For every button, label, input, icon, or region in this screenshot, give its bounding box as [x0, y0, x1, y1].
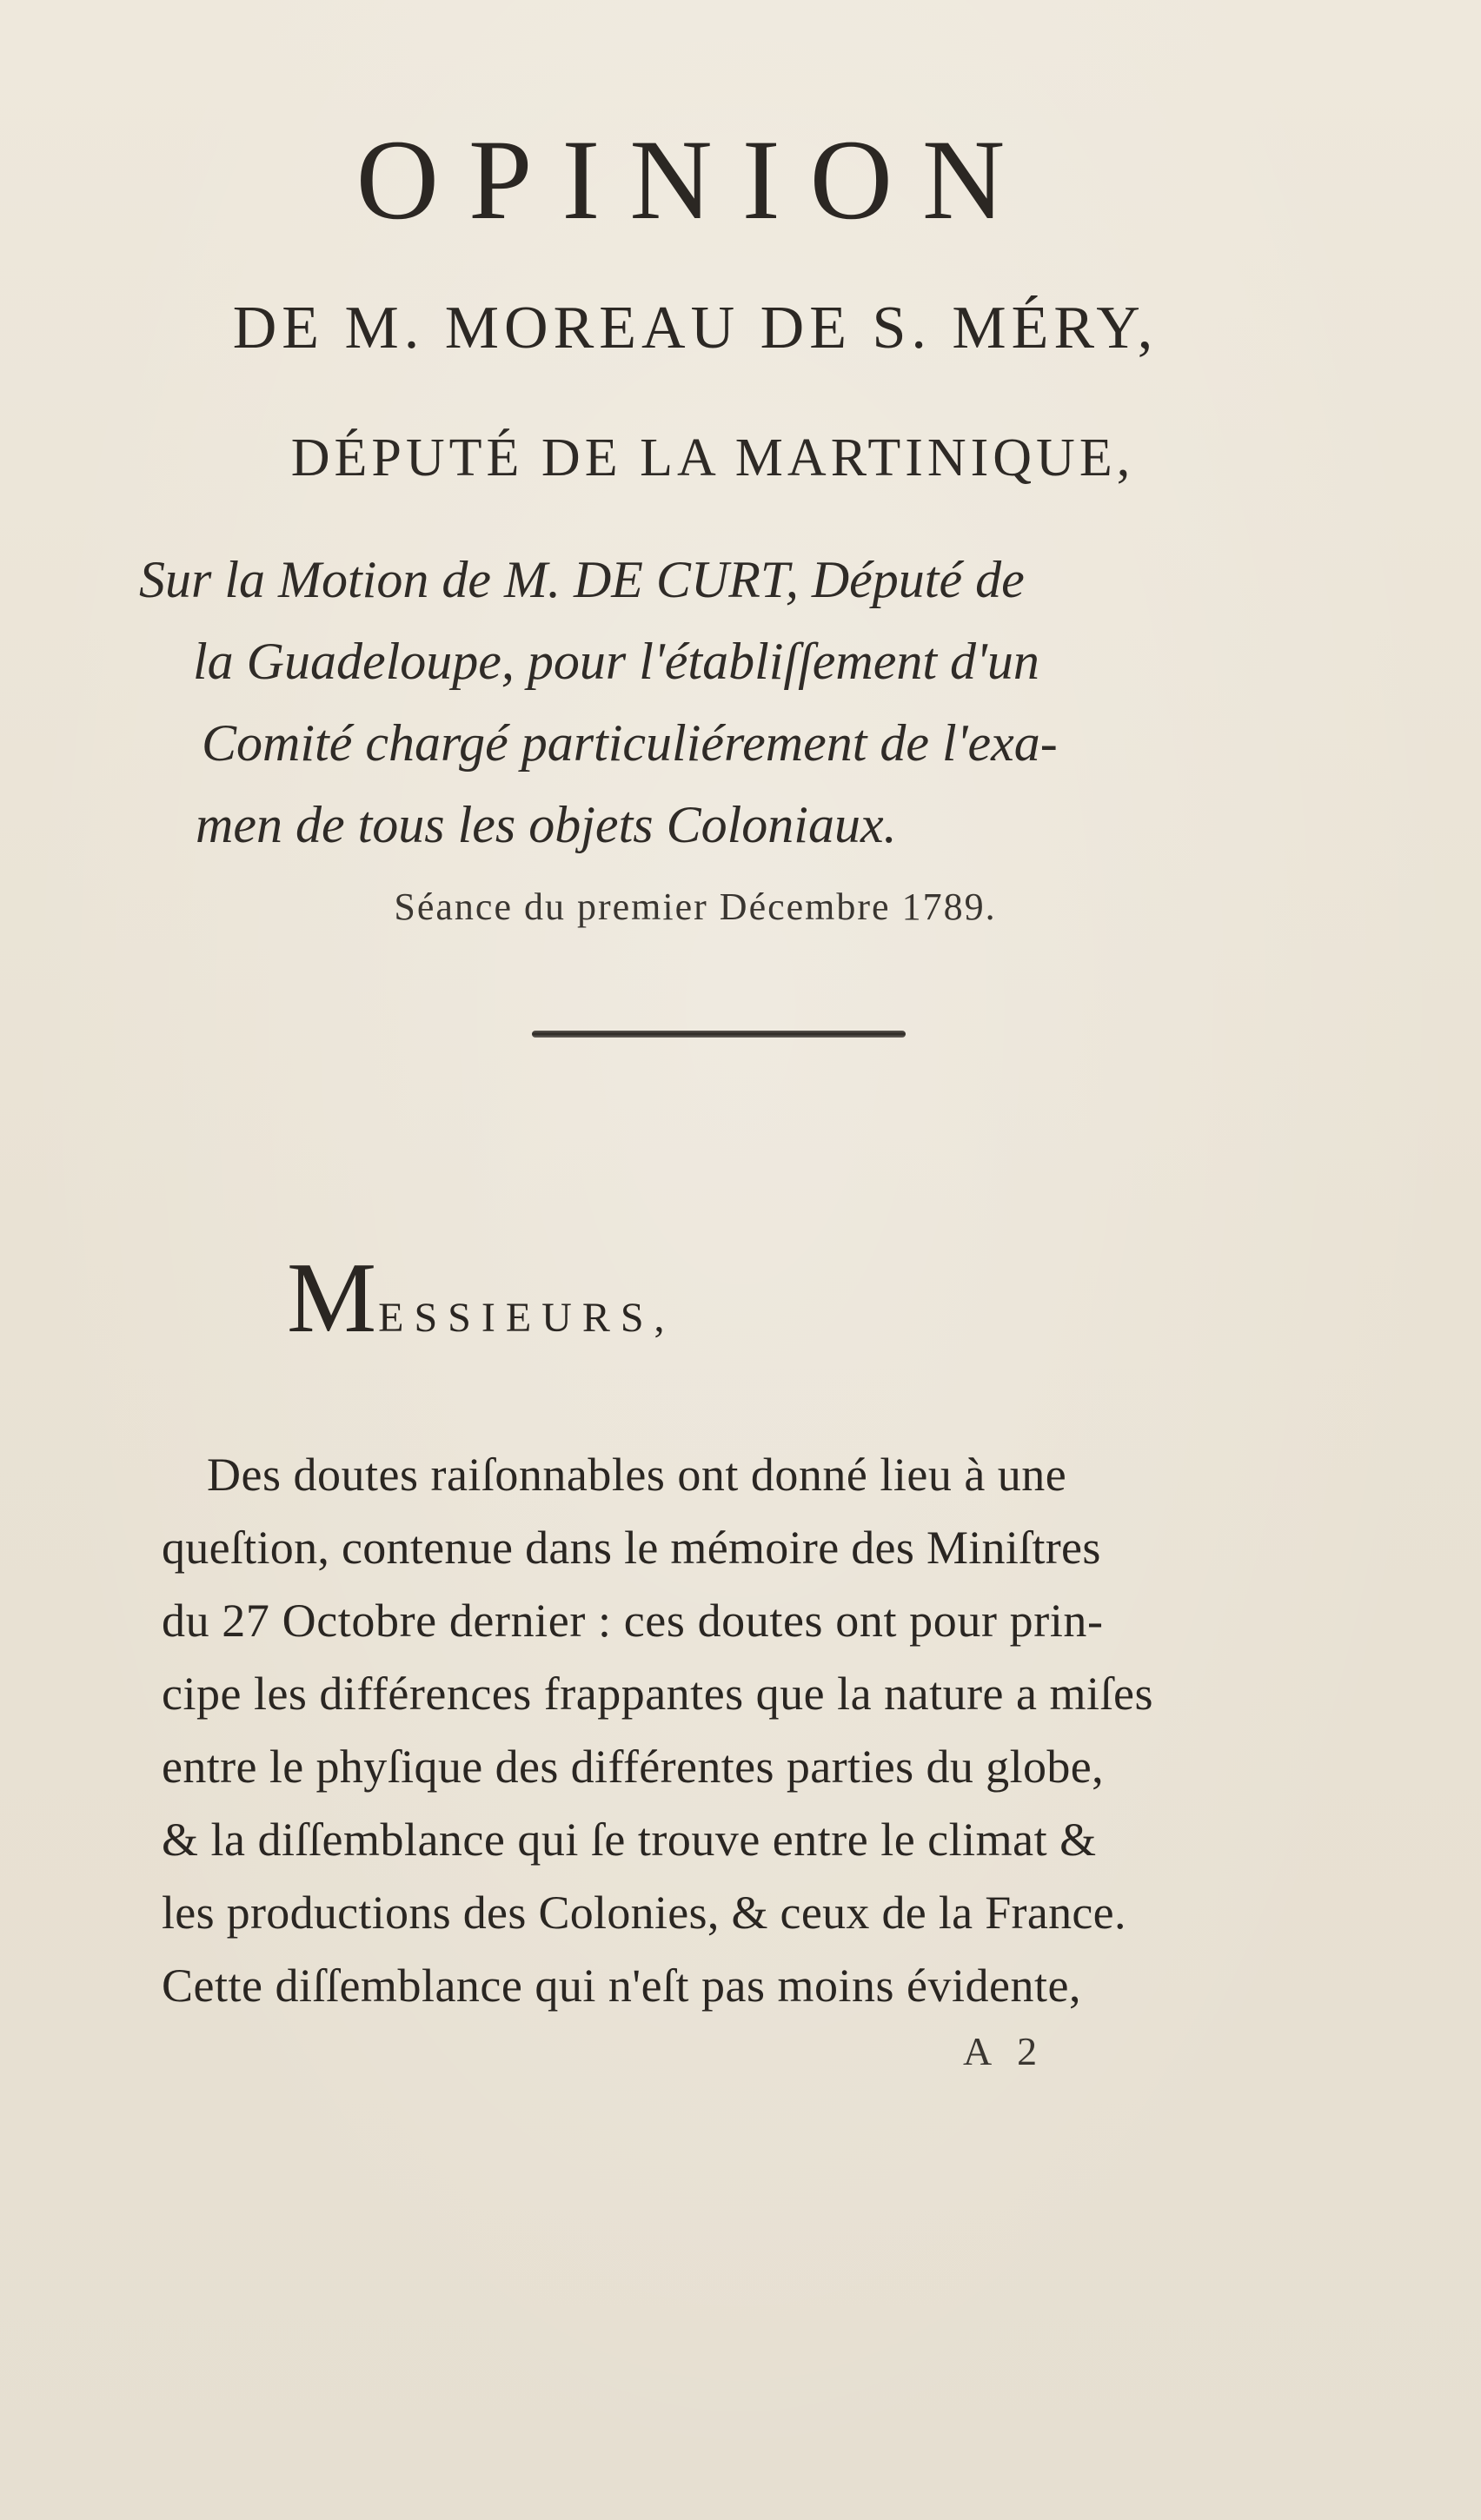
salutation-rest: ESSIEURS,: [378, 1295, 675, 1341]
body-line: queſtion, contenue dans le mémoire des Miniſtres: [162, 1522, 1101, 1574]
salutation-initial: M: [287, 1243, 379, 1354]
body-line: entre le phyſique des différentes parties du globe,: [162, 1741, 1105, 1793]
signature-mark: A 2: [963, 2029, 1046, 2073]
subtitle-line: men de tous les objets Coloniaux.: [196, 796, 897, 853]
body-line: les productions des Colonies, & ceux de la France.: [162, 1887, 1126, 1939]
body-line: & la diſſemblance qui ſe trouve entre le climat &: [162, 1814, 1097, 1866]
subtitle-line: Sur la Motion de M. DE CURT, Député de: [139, 551, 1025, 608]
body-paragraph: [162, 1438, 1292, 2022]
subtitle-block: [139, 539, 1304, 865]
body-line: cipe les différences frappantes que la nature a miſes: [162, 1668, 1153, 1720]
body-line: du 27 Octobre dernier : ces doutes ont pour prin-: [162, 1595, 1104, 1647]
document-title: OPINION: [355, 116, 1035, 243]
subtitle-line: Comité chargé particuliérement de l'exa-: [202, 714, 1058, 772]
subtitle-line: la Guadeloupe, pour l'établiſſement d'un: [193, 633, 1039, 690]
ornamental-rule: [532, 1031, 906, 1038]
body-line: Des doutes raiſonnables ont donné lieu à une: [207, 1449, 1067, 1501]
salutation: [287, 1241, 675, 1356]
body-line: Cette diſſemblance qui n'eſt pas moins évidente,: [162, 1960, 1081, 2012]
author-line: DE M. MOREAU DE S. MÉRY,: [232, 295, 1159, 361]
session-date: Séance du premier Décembre 1789.: [394, 885, 997, 928]
deputy-line: DÉPUTÉ DE LA MARTINIQUE,: [290, 428, 1135, 487]
